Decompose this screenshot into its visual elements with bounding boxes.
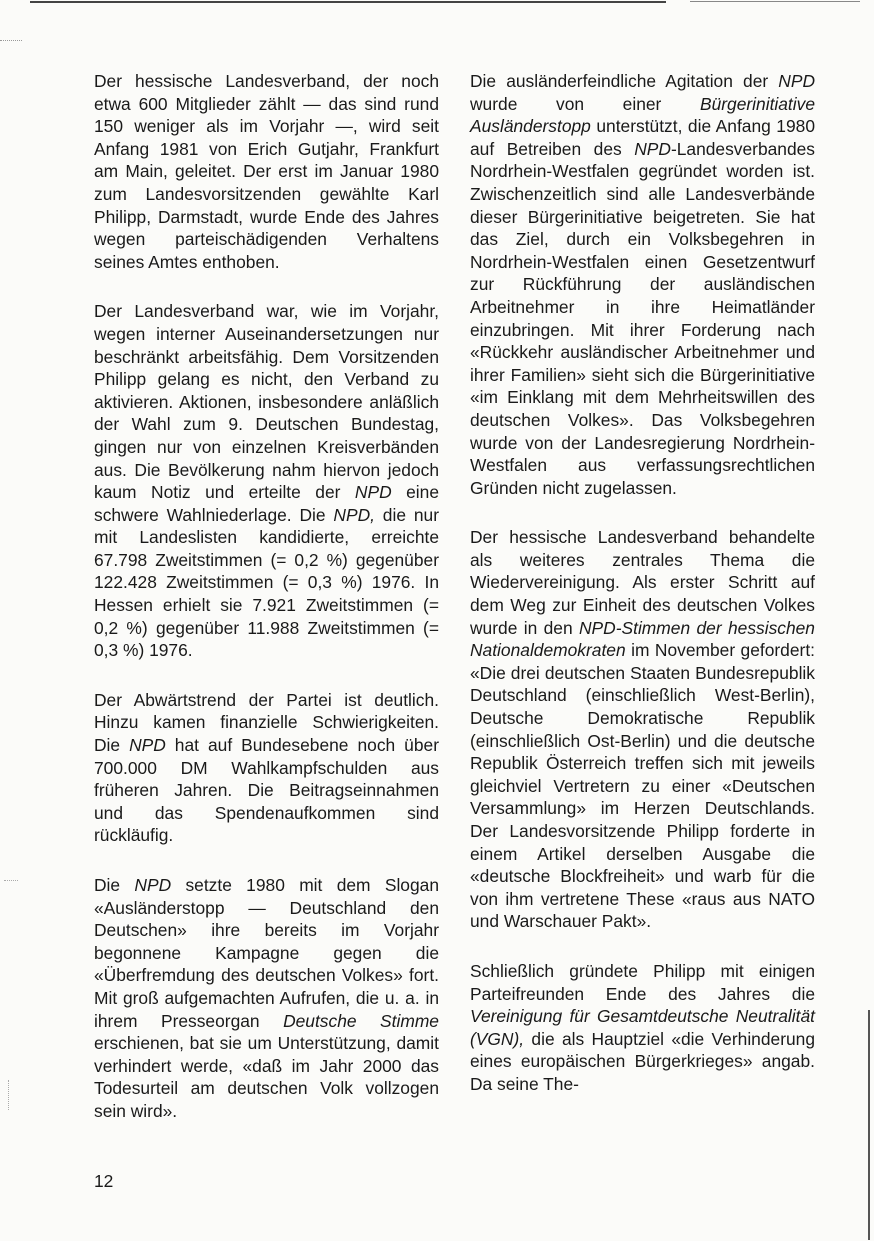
- party-name: NPD: [129, 735, 166, 756]
- party-name: NPD: [354, 482, 392, 503]
- publication-title: Deutsche Stimme: [283, 1010, 439, 1031]
- top-rule: [30, 1, 666, 3]
- party-name: NPD,: [333, 504, 375, 525]
- paragraph: Die ausländerfeindliche Agitation der NPD wurde von einer Bürgerinitiative Ausländerstopp unterstützt, die Anfang 1980 auf Betreiben des NPD-Landesverbandes Nordrhein-Westfalen gegründet worden ist. Zwischenzeitlich sind alle Landesverbände dieser Bürgerinitiative beigetreten. Sie hat das Ziel, durch ein Volksbegehren in Nordrhein-Westfalen einen Gesetzentwurf zur Rückführung der ausländischen Arbeitnehmer in ihre Heimatländer einzubringen. Mit ihrer Forderung nach «Rückkehr ausländischer Arbeitnehmer und ihrer Familien» sieht sich die Bürgerinitiative «im Einklang mit dem Mehrheitswillen des deutschen Volkes». Das Volksbegehren wurde von der Landesregierung Nordrhein-Westfalen aus verfassungsrechtlichen Gründen nicht zugelassen.: [470, 71, 815, 498]
- party-name: NPD: [778, 71, 815, 91]
- party-name: NPD: [634, 138, 671, 159]
- scan-mark: [8, 1080, 17, 1110]
- paragraph: Die NPD setzte 1980 mit dem Slogan «Ausländerstopp — Deutschland den Deutschen» ihre bereits im Vorjahr begonnene Kampagne gegen die «Überfremdung des deutschen Volkes» fort. Mit groß aufgemachten Aufrufen, die u. a. in ihrem Presseorgan Deutsche Stimme erschienen, bat sie um Unterstützung, damit verhindert werde, «daß im Jahr 2000 das Todesurteil am deutschen Volk vollzogen sein wird».: [94, 875, 439, 1121]
- organization-name: Bürgerinitiative Ausländerstopp: [470, 93, 815, 137]
- scan-mark: [0, 40, 22, 47]
- scan-mark: [4, 880, 18, 885]
- publication-title: NPD-Stimmen der hessischen Nationaldemokraten: [470, 617, 815, 661]
- page-number: 12: [94, 1171, 114, 1191]
- paragraph: Schließlich gründete Philipp mit einigen Parteifreunden Ende des Jahres die Vereinigung für Gesamtdeutsche Neutralität (VGN), die als Hauptziel «die Verhinderung eines europäischen Bürgerkrieges» angab. Da seine The-: [470, 960, 815, 1094]
- paragraph: Der hessische Landesverband behandelte als weiteres zentrales Thema die Wiedervereinigung. Als erster Schritt auf dem Weg zur Einheit des deutschen Volkes wurde in den NPD-Stimmen der hessischen Nationaldemokraten im November gefordert: «Die drei deutschen Staaten Bundesrepublik Deutschland (einschließlich West-Berlin), Deutsche Demokratische Republik (einschließlich Ost-Berlin) und die deutsche Republik Österreich treffen sich mit jeweils gleichviel Vertretern zu einer «Deutschen Versammlung» im Herzen Deutschlands. Der Landesvorsitzende Philipp forderte in einem Artikel derselben Ausgabe die «deutsche Blockfreiheit» und warb für die von ihm vertretene These «raus aus NATO und Warschauer Pakt».: [470, 527, 815, 932]
- scan-edge: [868, 1010, 870, 1240]
- top-rule-right: [690, 1, 860, 2]
- paragraph: Der Landesverband war, wie im Vorjahr, wegen interner Auseinandersetzungen nur beschränkt arbeitsfähig. Dem Vorsitzenden Philipp gelang es nicht, den Verband zu aktivieren. Aktionen, insbesondere anläßlich der Wahl zum 9. Deutschen Bundestag, gingen nur von einzelnen Kreisverbänden aus. Die Bevölkerung nahm hiervon jedoch kaum Notiz und erteilte der NPD eine schwere Wahlniederlage. Die NPD, die nur mit Landeslisten kandidierte, erreichte 67.798 Zweitstimmen (= 0,2 %) gegenüber 122.428 Zweitstimmen (= 0,3 %) 1976. In Hessen erhielt sie 7.921 Zweitstimmen (= 0,2 %) gegenüber 11.988 Zweitstimmen (= 0,3 %) 1976.: [94, 301, 440, 661]
- right-column: [470, 70, 815, 1123]
- left-column: [94, 70, 439, 1150]
- paragraph: Der hessische Landesverband, der noch etwa 600 Mitglieder zählt — das sind rund 150 weniger als im Vorjahr —, wird seit Anfang 1981 von Erich Gutjahr, Frankfurt am Main, geleitet. Der erst im Januar 1980 zum Landesvorsitzenden gewählte Karl Philipp, Darmstadt, wurde Ende des Jahres wegen parteischädigenden Verhaltens seines Amtes enthoben.: [94, 71, 439, 272]
- organization-name: Vereinigung für Gesamtdeutsche Neutralität (VGN),: [470, 1006, 815, 1049]
- party-name: NPD: [134, 875, 172, 895]
- paragraph: Der Abwärtstrend der Partei ist deutlich. Hinzu kamen finanzielle Schwierigkeiten. Die NPD hat auf Bundesebene noch über 700.000 DM Wahlkampfschulden aus früheren Jahren. Die Beitragseinnahmen und das Spendenaufkommen sind rückläufig.: [94, 689, 439, 846]
